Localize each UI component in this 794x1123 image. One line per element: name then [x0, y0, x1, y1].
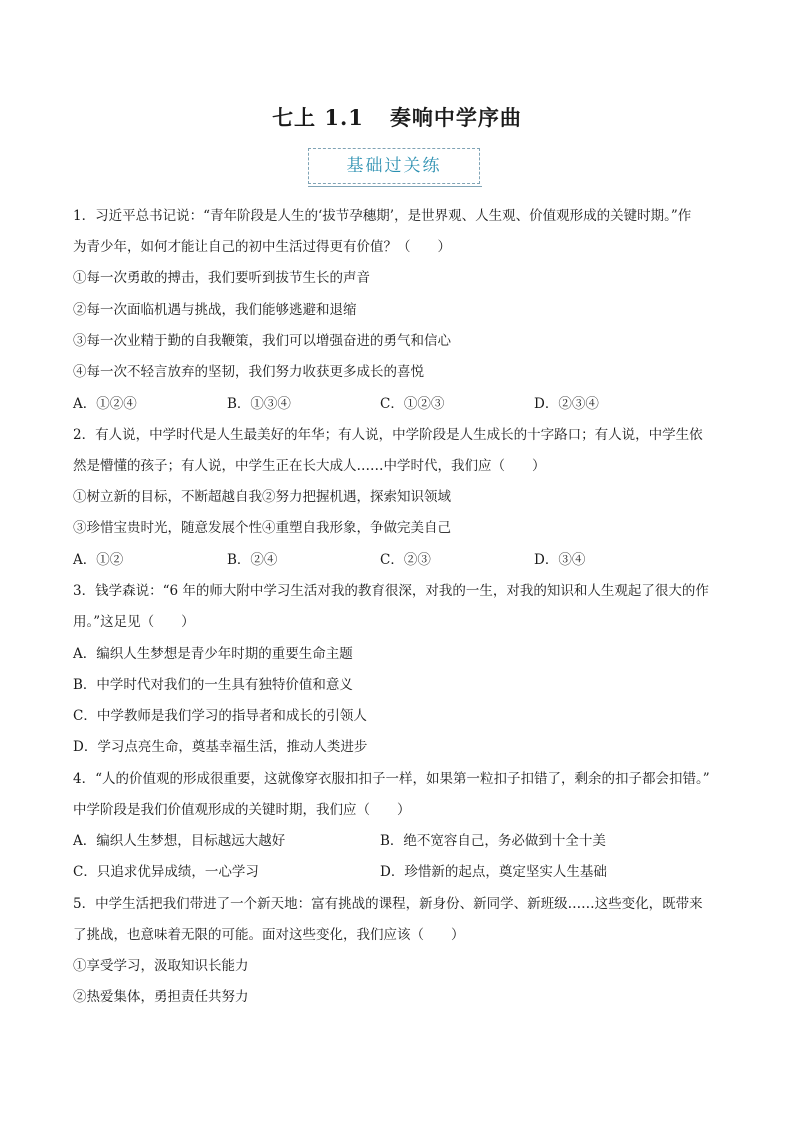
badge-underline: [308, 186, 482, 187]
q2-stem-line1: 2．有人说，中学时代是人生最美好的年华；有人说，中学阶段是人生成长的十字路口；有人说，中学生依: [73, 427, 703, 443]
q4-stem-line1: 4．“人的价值观的形成很重要，这就像穿衣服扣扣子一样，如果第一粒扣子扣错了，剩余的扣子都会扣错。”: [73, 771, 710, 787]
q2-option-c: C．②③: [380, 552, 431, 568]
q3-option-c: C．中学教师是我们学习的指导者和成长的引领人: [73, 708, 367, 724]
q1-option-b: B．①③④: [227, 396, 291, 412]
q4-option-d: D．珍惜新的起点，奠定坚实人生基础: [380, 864, 607, 880]
q3-option-a: A．编织人生梦想是青少年时期的重要生命主题: [73, 646, 353, 662]
q4-option-b: B．绝不宽容自己，务必做到十全十美: [380, 833, 606, 849]
section-badge-label: 基础过关练: [308, 148, 480, 184]
q4-options-row2: [73, 863, 733, 881]
q5-stem-line2: 了挑战，也意味着无限的可能。面对这些变化，我们应该（ ）: [73, 927, 465, 943]
q2-item-2: ③珍惜宝贵时光，随意发展个性④重塑自我形象，争做完美自己: [73, 520, 451, 536]
q5-item-2: ②热爱集体，勇担责任共努力: [73, 989, 249, 1005]
q3-option-d: D．学习点亮生命，奠基幸福生活，推动人类进步: [73, 739, 368, 755]
q1-option-c: C．①②③: [380, 396, 445, 412]
q2-option-a: A．①②: [73, 552, 124, 568]
q1-item-2: ②每一次面临机遇与挑战，我们能够逃避和退缩: [73, 302, 357, 318]
q1-options: [73, 395, 733, 413]
q1-stem-line1: 1．习近平总书记说：“青年阶段是人生的‘拔节孕穗期’，是世界观、人生观、价值观形成的关键时期。”作: [73, 208, 692, 224]
q1-option-a: A．①②④: [73, 396, 137, 412]
q3-stem-line1: 3．钱学森说：“6 年的师大附中学习生活对我的教育很深，对我的一生，对我的知识和人生观起了很大的作: [73, 583, 709, 599]
q1-option-d: D．②③④: [534, 396, 599, 412]
title-name: 奏响中学序曲: [389, 105, 522, 130]
page-title: [0, 102, 794, 132]
q2-stem-line2: 然是懵懂的孩子；有人说，中学生正在长大成人……中学时代，我们应（ ）: [73, 458, 546, 474]
q5-item-1: ①享受学习，汲取知识长能力: [73, 958, 249, 974]
q1-item-3: ③每一次业精于勤的自我鞭策，我们可以增强奋进的勇气和信心: [73, 333, 451, 349]
title-code: 七上 1.1: [272, 105, 364, 130]
q4-options-row1: [73, 832, 733, 850]
section-badge: [308, 148, 482, 188]
q2-item-1: ①树立新的目标，不断超越自我②努力把握机遇，探索知识领域: [73, 489, 451, 505]
q4-option-c: C．只追求优异成绩，一心学习: [73, 864, 259, 880]
q2-options: [73, 551, 733, 569]
q1-item-1: ①每一次勇敢的搏击，我们要听到拔节生长的声音: [73, 270, 370, 286]
q2-option-d: D．③④: [534, 552, 586, 568]
q1-stem-line2: 为青少年，如何才能让自己的初中生活过得更有价值？（ ）: [73, 239, 451, 255]
q3-stem-line2: 用。”这足见（ ）: [73, 614, 195, 630]
q4-option-a: A．编织人生梦想，目标越远大越好: [73, 833, 286, 849]
q1-item-4: ④每一次不轻言放弃的坚韧，我们努力收获更多成长的喜悦: [73, 364, 424, 380]
q2-option-b: B．②④: [227, 552, 278, 568]
q4-stem-line2: 中学阶段是我们价值观形成的关键时期，我们应（ ）: [73, 802, 411, 818]
q3-option-b: B．中学时代对我们的一生具有独特价值和意义: [73, 677, 353, 693]
q5-stem-line1: 5．中学生活把我们带进了一个新天地：富有挑战的课程，新身份、新同学、新班级……这些变化，既带来: [73, 896, 703, 912]
